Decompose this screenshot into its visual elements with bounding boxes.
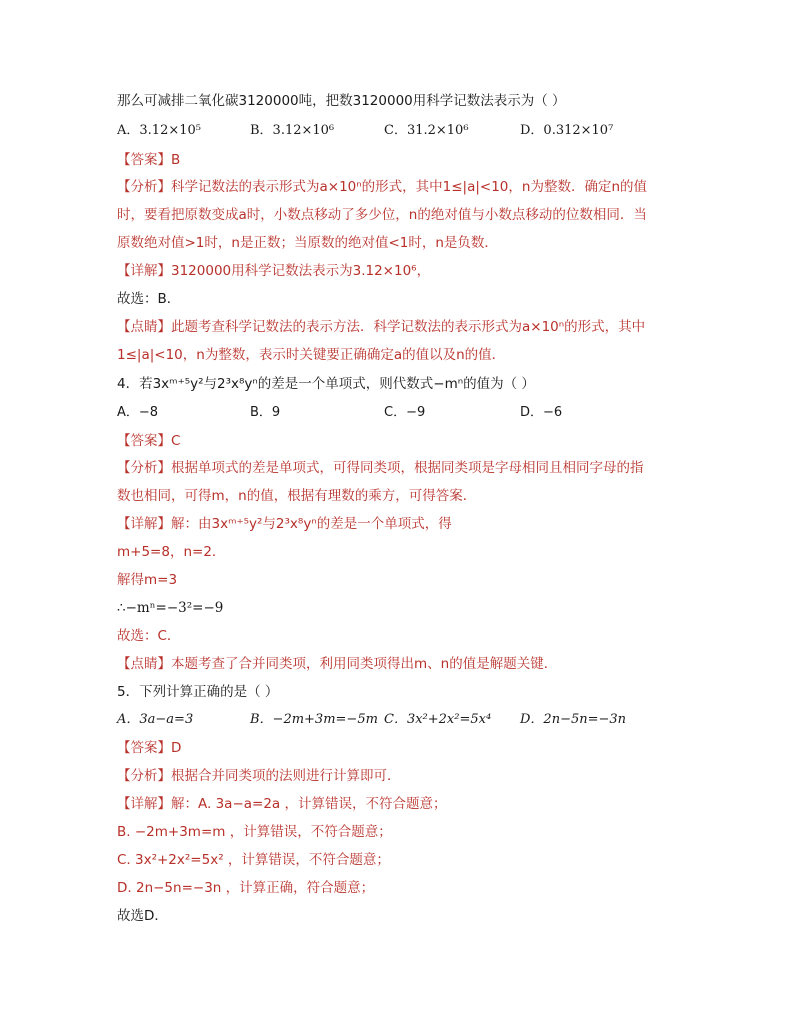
q3-option-b: B．3.12×10⁶ bbox=[250, 123, 335, 138]
q4-analysis-line-1: 【分析】根据单项式的差是单项式，可得同类项，根据同类项是字母相同且相同字母的指 bbox=[117, 460, 644, 476]
q5-detail-b: B. −2m+3m=m ，计算错误，不符合题意； bbox=[117, 824, 392, 840]
q4-option-d: D．−6 bbox=[520, 405, 563, 420]
q4-analysis-line-2: 数也相同，可得m，n的值，根据有理数的乘方，可得答案． bbox=[117, 488, 477, 504]
q3-answer: 【答案】B bbox=[117, 152, 181, 168]
q5-analysis: 【分析】根据合并同类项的法则进行计算即可． bbox=[117, 768, 401, 784]
q3-comment-line-2: 1≤|a|<10，n为整数，表示时关键要正确确定a的值以及n的值． bbox=[117, 347, 506, 363]
q4-choose: 故选：C． bbox=[117, 628, 181, 644]
q4-stem: 4．若3xᵐ⁺⁵y²与2³x⁸yⁿ的差是一个单项式，则代数式−mⁿ的值为（ ） bbox=[117, 376, 535, 392]
q5-answer: 【答案】D bbox=[117, 740, 182, 756]
q5-detail-a: 【详解】解：A. 3a−a=2a ，计算错误，不符合题意； bbox=[117, 796, 447, 812]
q3-option-d: D．0.312×10⁷ bbox=[520, 123, 614, 138]
q5-option-b: B．−2m+3m=−5m bbox=[250, 712, 378, 727]
q3-analysis-line-1: 【分析】科学记数法的表示形式为a×10ⁿ的形式，其中1≤|a|<10，n为整数．确定n的值 bbox=[117, 179, 648, 195]
q3-comment-line-1: 【点睛】此题考查科学记数法的表示方法．科学记数法的表示形式为a×10ⁿ的形式，其中 bbox=[117, 319, 646, 335]
q5-option-c: C．3x²+2x²=5x⁴ bbox=[384, 712, 492, 727]
q4-detail-line-1: 【详解】解：由3xᵐ⁺⁵y²与2³x⁸yⁿ的差是一个单项式，得 bbox=[117, 516, 452, 532]
q5-stem: 5．下列计算正确的是（ ） bbox=[117, 684, 279, 700]
q5-detail-d: D. 2n−5n=−3n ，计算正确，符合题意； bbox=[117, 880, 375, 896]
q4-option-a: A．−8 bbox=[117, 405, 159, 420]
q3-option-c: C．31.2×10⁶ bbox=[384, 123, 469, 138]
q4-comment: 【点睛】本题考查了合并同类项，利用同类项得出m、n的值是解题关键． bbox=[117, 656, 558, 672]
q4-answer: 【答案】C bbox=[117, 433, 181, 449]
q4-detail-line-2: m+5=8，n=2． bbox=[117, 544, 226, 560]
q3-analysis-line-3: 原数绝对值>1时，n是正数；当原数的绝对值<1时，n是负数． bbox=[117, 235, 498, 251]
q4-option-c: C．−9 bbox=[384, 405, 426, 420]
q5-option-a: A．3a−a=3 bbox=[117, 712, 194, 727]
q3-detail: 【详解】3120000用科学记数法表示为3.12×10⁶， bbox=[117, 263, 431, 279]
q4-option-b: B．9 bbox=[250, 405, 281, 420]
q3-stem: 那么可减排二氧化碳3120000吨，把数3120000用科学记数法表示为（ ） bbox=[117, 93, 566, 109]
q3-analysis-line-2: 时，要看把原数变成a时，小数点移动了多少位，n的绝对值与小数点移动的位数相同．当 bbox=[117, 207, 647, 223]
q5-choose: 故选D． bbox=[117, 908, 168, 924]
q4-detail-line-4: ∴−mⁿ=−3²=−9 bbox=[117, 600, 224, 616]
q4-detail-line-3: 解得m=3 bbox=[117, 572, 178, 588]
q3-choose: 故选：B． bbox=[117, 291, 181, 307]
q5-detail-c: C. 3x²+2x²=5x² ，计算错误，不符合题意； bbox=[117, 852, 390, 868]
q5-option-d: D．2n−5n=−3n bbox=[520, 712, 627, 727]
q3-option-a: A．3.12×10⁵ bbox=[117, 123, 201, 138]
